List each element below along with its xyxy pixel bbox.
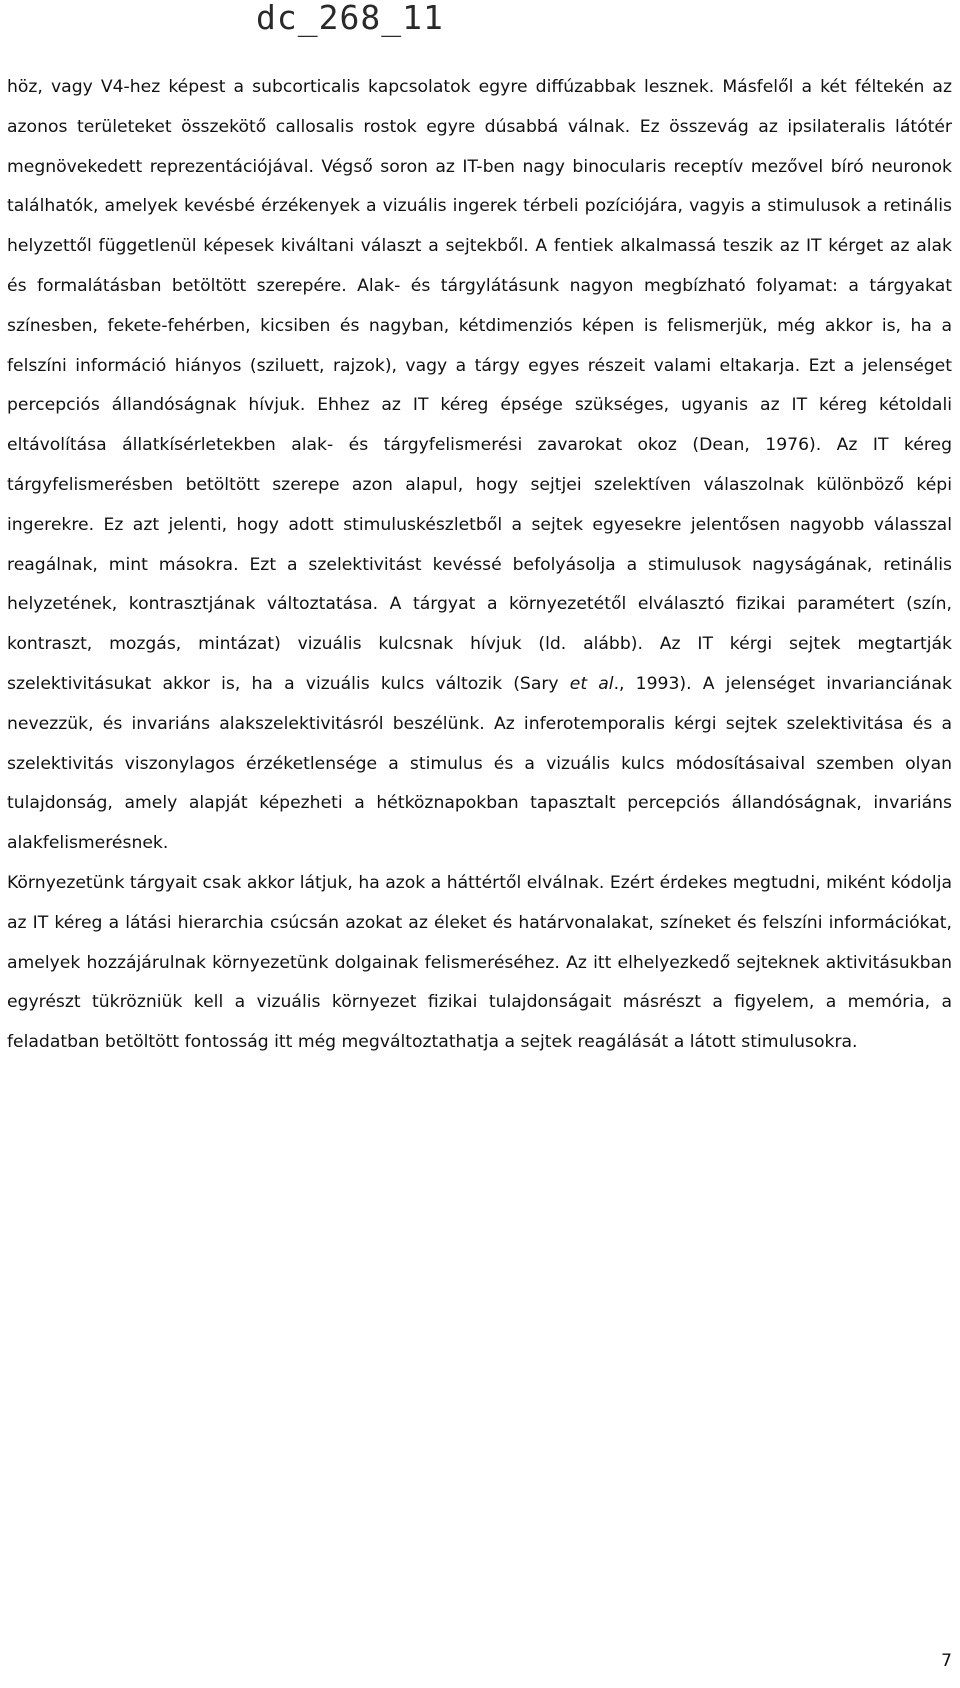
page-number: 7 — [941, 1651, 952, 1671]
paragraph-2: Környezetünk tárgyait csak akkor látjuk, ha azok a háttértől elválnak. Ezért érdekes megtudni, miként kódolja az IT kéreg a látási hierarchia csúcsán azokat az éleket és határvonalakat, színeket és felszíni információkat, amelyek hozzájárulnak környezetünk dolgainak felismeréséhez. Az itt elhelyezkedő sejteknek aktivitásukban egyrészt tükrözniük kell a vizuális környezet fizikai tulajdonságait másrészt a figyelem, a memória, a feladatban betöltött fontosság itt még megváltoztathatja a sejtek reagálását a látott stimulusokra. — [7, 872, 952, 1053]
paragraph-1-italic: et al — [569, 673, 614, 694]
paragraph-1-text-a: höz, vagy V4-hez képest a subcorticalis kapcsolatok egyre diffúzabbak lesznek. Másfelől a két féltekén az azonos területeket összekötő callosalis rostok egyre dúsabbá válnak. Ez összevág az ipsilateralis látótér megnövekedett reprezentációjával. Végső soron az IT-ben nagy binocularis receptív mezővel bíró neuronok találhatók, amelyek kevésbé érzékenyek a vizuális ingerek térbeli pozíciójára, vagyis a stimulusok a retinális helyzettől függetlenül képesek kiváltani választ a sejtekből. A fentiek alkalmassá teszik az IT kérget az alak és formalátásban betöltött szerepére. Alak- és tárgylátásunk nagyon megbízható folyamat: a tárgyakat színesben, fekete-fehérben, kicsiben és nagyban, kétdimenziós képen is felismerjük, még akkor is, ha a felszíni információ hiányos (sziluett, rajzok), vagy a tárgy egyes részeit valami eltakarja. Ezt a jelenséget percepciós állandóságnak hívjuk. Ehhez az IT kéreg épsége szükséges, ugyanis az IT kéreg kétoldali eltávolítása állatkísérletekben alak- és tárgyfelismerési zavarokat okoz (Dean, 1976). Az IT kéreg tárgyfelismerésben betöltött szerepe azon alapul, hogy sejtjei szelektíven válaszolnak különböző képi ingerekre. Ez azt jelenti, hogy adott stimuluskészletből a sejtek egyesekre jelentősen nagyobb válasszal reagálnak, mint másokra. Ezt a szelektivitást kevéssé befolyásolja a stimulusok nagyságának, retinális helyzetének, kontrasztjának változtatása. A tárgyat a környezetétől elválasztó fizikai paramétert (szín, kontraszt, mozgás, mintázat) vizuális kulcsnak hívjuk (ld. alább). Az IT kérgi sejtek megtartják szelektivitásukat akkor is, ha a vizuális kulcs változik (Sary — [7, 77, 952, 694]
document-id-stamp: dc_268_11 — [256, 0, 444, 37]
body-text — [7, 68, 952, 1063]
paragraph-1-text-b: ., 1993). A jelenséget invarianciának nevezzük, és invariáns alakszelektivitásról beszélünk. Az inferotemporalis kérgi sejtek szelektivitása és a szelektivitás viszonylagos érzéketlensége a stimulus és a vizuális kulcs módosításaival szemben olyan tulajdonság, amely alapját képezheti a hétköznapokban tapasztalt percepciós állandóságnak, invariáns alakfelismerésnek. — [7, 673, 952, 854]
paragraph-1 — [7, 68, 952, 864]
